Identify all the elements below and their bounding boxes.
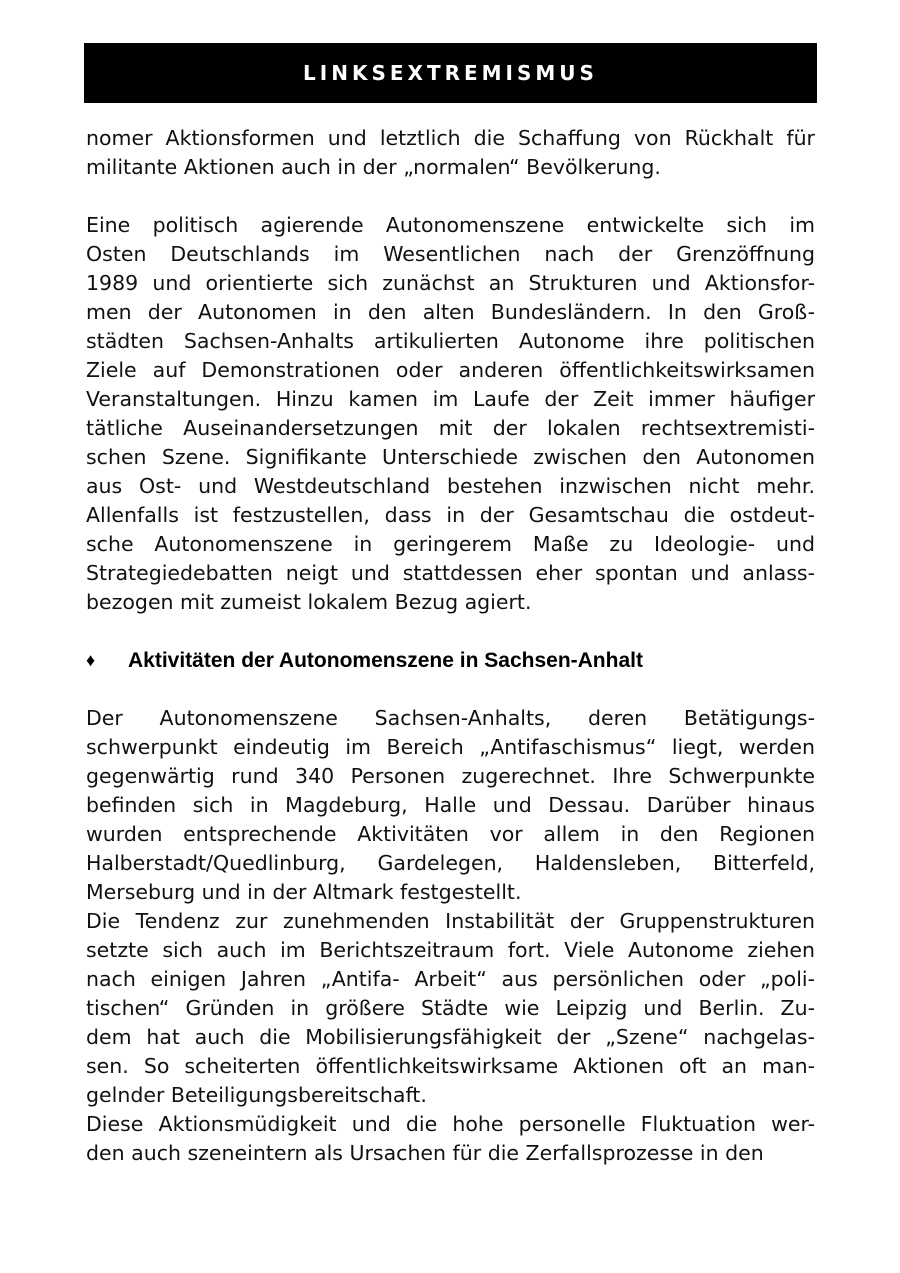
text-line: 1989 und orientierte sich zunächst an Strukturen und Aktionsfor- xyxy=(86,271,815,295)
paragraph-5 xyxy=(86,1110,815,1168)
text-line: tischen“ Gründen in größere Städte wie Leipzig und Berlin. Zu- xyxy=(86,996,815,1020)
text-line: Diese Aktionsmüdigkeit und die hohe personelle Fluktuation wer- xyxy=(86,1112,815,1136)
paragraph-3 xyxy=(86,704,815,907)
text-line: militante Aktionen auch in der „normalen“ Bevölkerung. xyxy=(86,155,661,179)
text-line: schwerpunkt eindeutig im Bereich „Antifaschismus“ liegt, werden xyxy=(86,735,815,759)
paragraph-spacer xyxy=(86,675,815,704)
text-line: nomer Aktionsformen und letztlich die Schaffung von Rückhalt für xyxy=(86,126,815,150)
text-line: sen. So scheiterten öffentlichkeitswirksame Aktionen oft an man- xyxy=(86,1054,815,1078)
text-line: Eine politisch agierende Autonomenszene entwickelte sich im xyxy=(86,213,815,237)
text-line: wurden entsprechende Aktivitäten vor allem in den Regionen xyxy=(86,822,815,846)
text-line: städten Sachsen-Anhalts artikulierten Autonome ihre politischen xyxy=(86,329,815,353)
text-line: dem hat auch die Mobilisierungsfähigkeit der „Szene“ nachgelas- xyxy=(86,1025,815,1049)
paragraph-4 xyxy=(86,907,815,1110)
document-body xyxy=(86,124,815,1168)
text-line: setzte sich auch im Berichtszeitraum fort. Viele Autonome ziehen xyxy=(86,938,815,962)
text-line: schen Szene. Signifikante Unterschiede zwischen den Autonomen xyxy=(86,445,815,469)
diamond-bullet-icon: ♦ xyxy=(86,650,96,670)
text-line: befinden sich in Magdeburg, Halle und Dessau. Darüber hinaus xyxy=(86,793,815,817)
text-line: nach einigen Jahren „Antifa- Arbeit“ aus persönlichen oder „poli- xyxy=(86,967,815,991)
text-line: gelnder Beteiligungsbereitschaft. xyxy=(86,1083,427,1107)
page-header-title: LINKSEXTREMISMUS xyxy=(303,61,598,85)
text-line: Veranstaltungen. Hinzu kamen im Laufe der Zeit immer häufiger xyxy=(86,387,815,411)
text-line: tätliche Auseinandersetzungen mit der lokalen rechtsextremisti- xyxy=(86,416,815,440)
text-line: Der Autonomenszene Sachsen-Anhalts, deren Betätigungs- xyxy=(86,706,815,730)
paragraph-spacer xyxy=(86,182,815,211)
section-heading-text: Aktivitäten der Autonomenszene in Sachsen-Anhalt xyxy=(128,648,643,672)
text-line: bezogen mit zumeist lokalem Bezug agiert. xyxy=(86,590,532,614)
text-line: sche Autonomenszene in geringerem Maße zu Ideologie- und xyxy=(86,532,815,556)
text-line: den auch szeneintern als Ursachen für die Zerfallsprozesse in den xyxy=(86,1141,764,1165)
paragraph-2 xyxy=(86,211,815,617)
text-line: aus Ost- und Westdeutschland bestehen inzwischen nicht mehr. xyxy=(86,474,815,498)
text-line: Die Tendenz zur zunehmenden Instabilität der Gruppenstrukturen xyxy=(86,909,815,933)
text-line: Allenfalls ist festzustellen, dass in der Gesamtschau die ostdeut- xyxy=(86,503,815,527)
text-line: Ziele auf Demonstrationen oder anderen öffentlichkeitswirksamen xyxy=(86,358,815,382)
text-line: Merseburg und in der Altmark festgestellt. xyxy=(86,880,522,904)
text-line: men der Autonomen in den alten Bundesländern. In den Groß- xyxy=(86,300,815,324)
paragraph-1 xyxy=(86,124,815,182)
paragraph-spacer xyxy=(86,617,815,646)
page-header-bar xyxy=(84,43,817,103)
text-line: Osten Deutschlands im Wesentlichen nach der Grenzöffnung xyxy=(86,242,815,266)
section-heading xyxy=(86,646,815,675)
text-line: gegenwärtig rund 340 Personen zugerechnet. Ihre Schwerpunkte xyxy=(86,764,815,788)
text-line: Halberstadt/Quedlinburg, Gardelegen, Haldensleben, Bitterfeld, xyxy=(86,851,815,875)
text-line: Strategiedebatten neigt und stattdessen eher spontan und anlass- xyxy=(86,561,815,585)
